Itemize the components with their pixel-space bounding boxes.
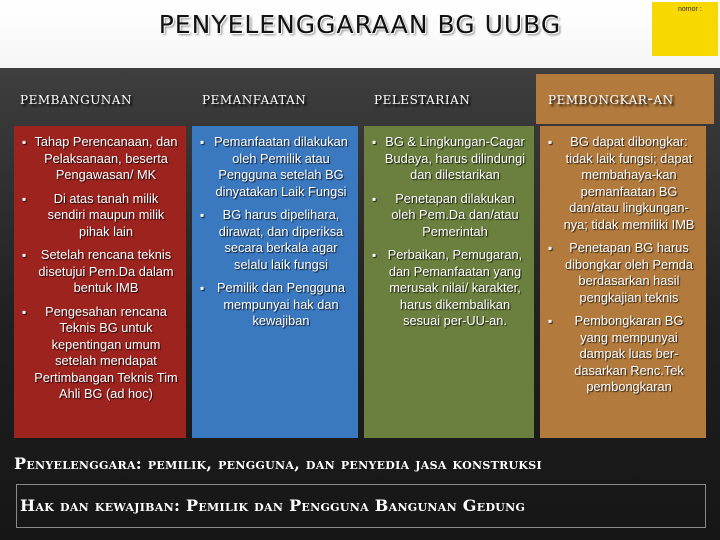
list-item: ▪ BG dapat dibongkar: tidak laik fungsi; dapat membahaya-kan pemanfaatan BG dan/atau lingkungan-nya; tidak memiliki IMB <box>546 134 698 233</box>
column-header-pemanfaatan-label: pemanfaatan <box>202 89 307 109</box>
list-item: ▪ Pembongkaran BG yang mempunyai dampak luas ber-dasarkan Renc.Tek pembongkaran <box>546 313 698 396</box>
column-pelestarian <box>364 126 534 438</box>
nomor-label: nomor : <box>678 6 702 13</box>
list-item: ▪ Pengesahan rencana Teknis BG untuk kepentingan umum setelah mendapat Pertimbangan Teknis Tim Ahli BG (ad hoc) <box>20 304 178 403</box>
column-header-pembongkaran <box>536 74 714 124</box>
list-item: ▪ BG harus dipelihara, dirawat, dan diperiksa secara berkala agar selalu laik fungsi <box>198 207 350 273</box>
list-item: ▪ Setelah rencana teknis disetujui Pem.Da dalam bentuk IMB <box>20 247 178 297</box>
list-item: ▪ Perbaikan, Pemugaran, dan Pemanfaatan yang merusak nilai/ karakter, harus dikembalikan sesuai per-UU-an. <box>370 247 526 330</box>
column-pembangunan <box>14 126 186 438</box>
column-pemanfaatan <box>192 126 358 438</box>
list-item: ▪ Tahap Perencanaan, dan Pelaksanaan, beserta Pengawasan/ MK <box>20 134 178 184</box>
column-header-pembangunan-label: pembangunan <box>20 89 132 109</box>
page-title: PENYELENGGARAAN BG UUBG <box>158 10 562 39</box>
column-header-pelestarian <box>364 74 550 124</box>
column-header-pelestarian-label: pelestarian <box>374 89 471 109</box>
column-header-pembangunan <box>14 74 196 124</box>
penyelenggara-text: Penyelenggara: pemilik, pengguna, dan penyedia jasa konstruksi <box>14 454 542 473</box>
list-item: ▪ Di atas tanah milik sendiri maupun milik pihak lain <box>20 191 178 241</box>
column-pembongkaran <box>540 126 706 438</box>
list-item: ▪ Penetapan BG harus dibongkar oleh Pemda berdasarkan hasil pengkajian teknis <box>546 240 698 306</box>
list-item: ▪ Pemilik dan Pengguna mempunyai hak dan kewajiban <box>198 280 350 330</box>
hak-kewajiban-text: Hak dan kewajiban: Pemilik dan Pengguna Bangunan Gedung <box>20 496 526 515</box>
nomor-box <box>652 2 718 56</box>
list-item: ▪ Pemanfaatan dilakukan oleh Pemilik atau Pengguna setelah BG dinyatakan Laik Fungsi <box>198 134 350 200</box>
list-item: ▪ Penetapan dilakukan oleh Pem.Da dan/atau Pemerintah <box>370 191 526 241</box>
column-header-pembongkaran-label: pembongkar-an <box>548 89 674 109</box>
list-item: ▪ BG & Lingkungan-Cagar Budaya, harus dilindungi dan dilestarikan <box>370 134 526 184</box>
column-header-pemanfaatan <box>196 74 372 124</box>
